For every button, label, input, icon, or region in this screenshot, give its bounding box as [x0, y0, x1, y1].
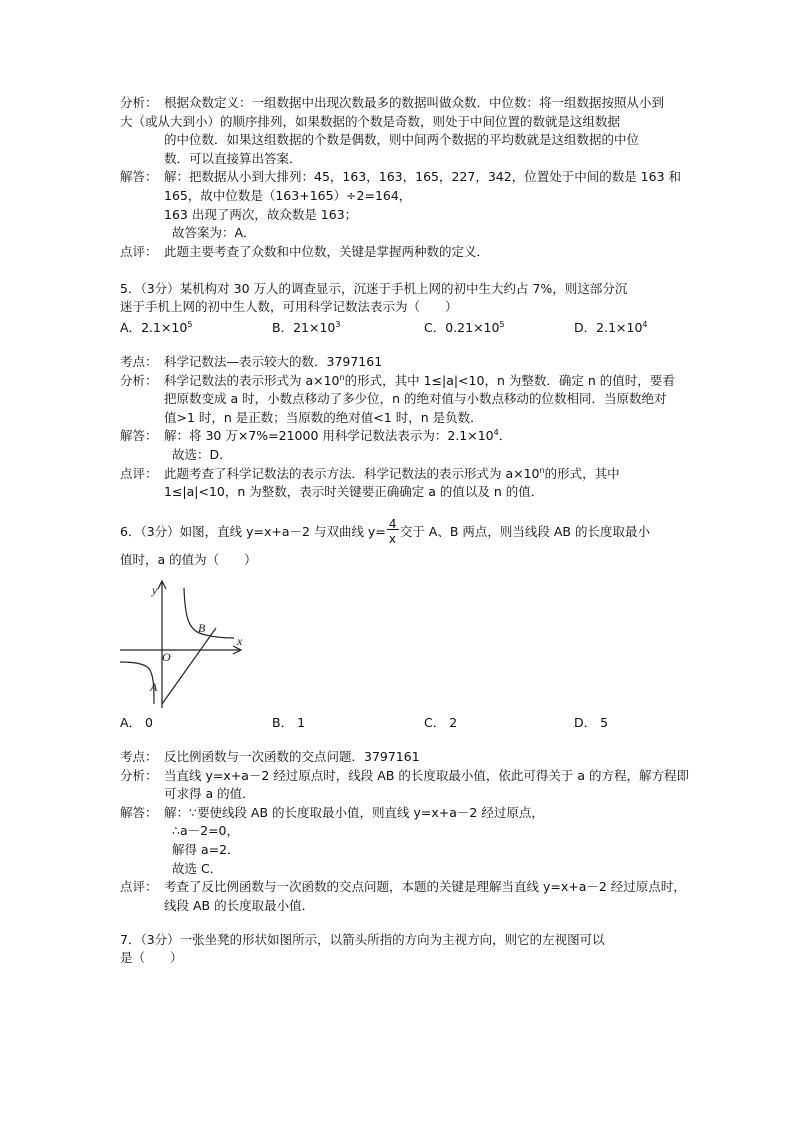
point-a-label: A — [150, 680, 158, 694]
q5-stem-line1: 5．（3分）某机构对 30 万人的调查显示，沉迷于手机上网的初中生大约占 7%，则这部分沉 — [120, 281, 628, 296]
q6-comment-line: 线段 AB 的长度取最小值． — [164, 897, 315, 913]
comment-label: 点评： — [120, 879, 158, 895]
fraction-4-over-x: $\frac{4}{x}$ — [386, 524, 400, 542]
q5-kaodian: 科学记数法—表示较大的数．3797161 — [164, 354, 383, 369]
q4-analysis-line: 数．可以直接算出答案． — [164, 150, 302, 166]
answer-label: 解答： — [120, 804, 158, 820]
q5-answer-line: 解：将 30 万×7%=21000 用科学记数法表示为：$2.1\times 10^4$． — [164, 428, 512, 444]
y-axis-label: y — [152, 583, 158, 597]
q6-option-d[interactable]: D． 5 — [574, 715, 609, 730]
hyperbola-branch-upper — [184, 588, 234, 638]
answer-label: 解答： — [120, 169, 158, 185]
q5-option-b[interactable]: B．$21\times 10^3$ — [272, 320, 341, 335]
q7-stem-line1: 7．（3分）一张坐凳的形状如图所示，以箭头所指的方向为主视方向，则它的左视图可以 — [120, 932, 605, 947]
q5-option-a[interactable]: A．$2.1\times 10^5$ — [120, 320, 193, 335]
q4-answer-line: 165，故中位数是（163+165）÷2=164， — [164, 187, 412, 203]
q5-option-c[interactable]: C．$0.21\times 10^5$ — [424, 320, 505, 335]
q5-stem-line2: 迷于手机上网的初中生人数，可用科学记数法表示为（ ） — [120, 299, 458, 314]
q6-answer-line: ∴a－2=0， — [172, 823, 239, 839]
q6-option-c[interactable]: C． 2 — [424, 715, 458, 730]
q5-analysis-line: 科学记数法的表示形式为 $a\times 10^n$的形式，其中 1≤|a|<10，n 为整数．确定 n 的值时，要看 — [164, 372, 675, 388]
kaodian-label: 考点： — [120, 749, 158, 764]
q5-solution — [120, 353, 710, 502]
q6-answer-line: 解得 a=2． — [172, 841, 240, 857]
q6-option-a[interactable]: A． 0 — [120, 715, 153, 730]
q5-analysis-line: 把原数变成 a 时，小数点移动了多少位，n 的绝对值与小数点移动的位数相同．当原数绝对 — [164, 391, 667, 407]
q4-analysis-line: 的中位数．如果这组数据的个数是偶数，则中间两个数据的平均数就是这组数据的中位 — [164, 132, 640, 148]
comment-label: 点评： — [120, 465, 158, 481]
q6-analysis-line: 当直线 y=x+a－2 经过原点时，线段 AB 的长度取最小值，依此可得关于 a 的方程，解方程即 — [164, 767, 689, 783]
q6-graph — [116, 576, 248, 710]
analysis-label: 分析： — [120, 372, 158, 388]
straight-line — [162, 628, 216, 704]
q4-answer-line: 163 出现了两次，故众数是 163； — [164, 206, 358, 222]
q6-option-b[interactable]: B． 1 — [272, 715, 306, 730]
q6-stem-line2: 值时，a 的值为（ ） — [120, 552, 257, 567]
q6-solution — [120, 748, 720, 915]
point-b-label: B — [198, 621, 206, 635]
origin-label: O — [162, 650, 171, 664]
q5-option-d[interactable]: D．$2.1\times 10^4$ — [574, 320, 648, 335]
q6-answer-line: 解：∵要使线段 AB 的长度取最小值，则直线 y=x+a－2 经过原点， — [164, 804, 544, 820]
q6-answer-line: 故选 C． — [172, 860, 223, 876]
kaodian-label: 考点： — [120, 354, 158, 369]
q6-analysis-line: 可求得 a 的值． — [164, 786, 255, 802]
comment-label: 点评： — [120, 243, 158, 259]
q4-comment: 此题主要考查了众数和中位数，关键是掌握两种数的定义． — [164, 243, 490, 259]
answer-label: 解答： — [120, 428, 158, 444]
analysis-label: 分析： — [120, 767, 158, 783]
q5-analysis-line: 值>1 时，n 是正数；当原数的绝对值<1 时，n 是负数． — [164, 409, 483, 425]
hyperbola-branch-lower — [120, 662, 154, 704]
q4-answer-line: 解：把数据从小到大排列：45，163，163，165，227，342，位置处于中间的数是 163 和 — [164, 169, 682, 185]
q4-solution — [120, 94, 710, 261]
q5-answer-line: 故选：D． — [172, 446, 232, 462]
analysis-label: 分析： — [120, 95, 158, 110]
q6-comment-line: 考查了反比例函数与一次函数的交点问题，本题的关键是理解当直线 y=x+a－2 经过原点时， — [164, 879, 686, 895]
q5-comment-line: 此题考查了科学记数法的表示方法．科学记数法的表示形式为 $a\times 10^n$的形式，其中 — [164, 465, 620, 481]
q6-stem-line1: 6．（3分）如图，直线 y=x+a－2 与双曲线 y= $\frac{4}{x}$ 交于 A、B 两点，则当线段 AB 的长度取最小 — [120, 516, 650, 546]
x-axis-label: x — [237, 634, 243, 648]
q7-stem-line2: 是（ ） — [120, 950, 183, 965]
q6-kaodian: 反比例函数与一次函数的交点问题．3797161 — [164, 749, 420, 764]
q4-analysis-line: 大（或从大到小）的顺序排列，如果数据的个数是奇数，则处于中间位置的数就是这组数据 — [120, 113, 621, 129]
q5-comment-line: 1≤|a|<10，n 为整数，表示时关键要正确确定 a 的值以及 n 的值． — [164, 484, 544, 500]
q4-answer-line: 故答案为：A． — [172, 225, 256, 241]
q4-analysis-line: 根据众数定义：一组数据中出现次数最多的数据叫做众数．中位数：将一组数据按照从小到 — [164, 95, 665, 110]
